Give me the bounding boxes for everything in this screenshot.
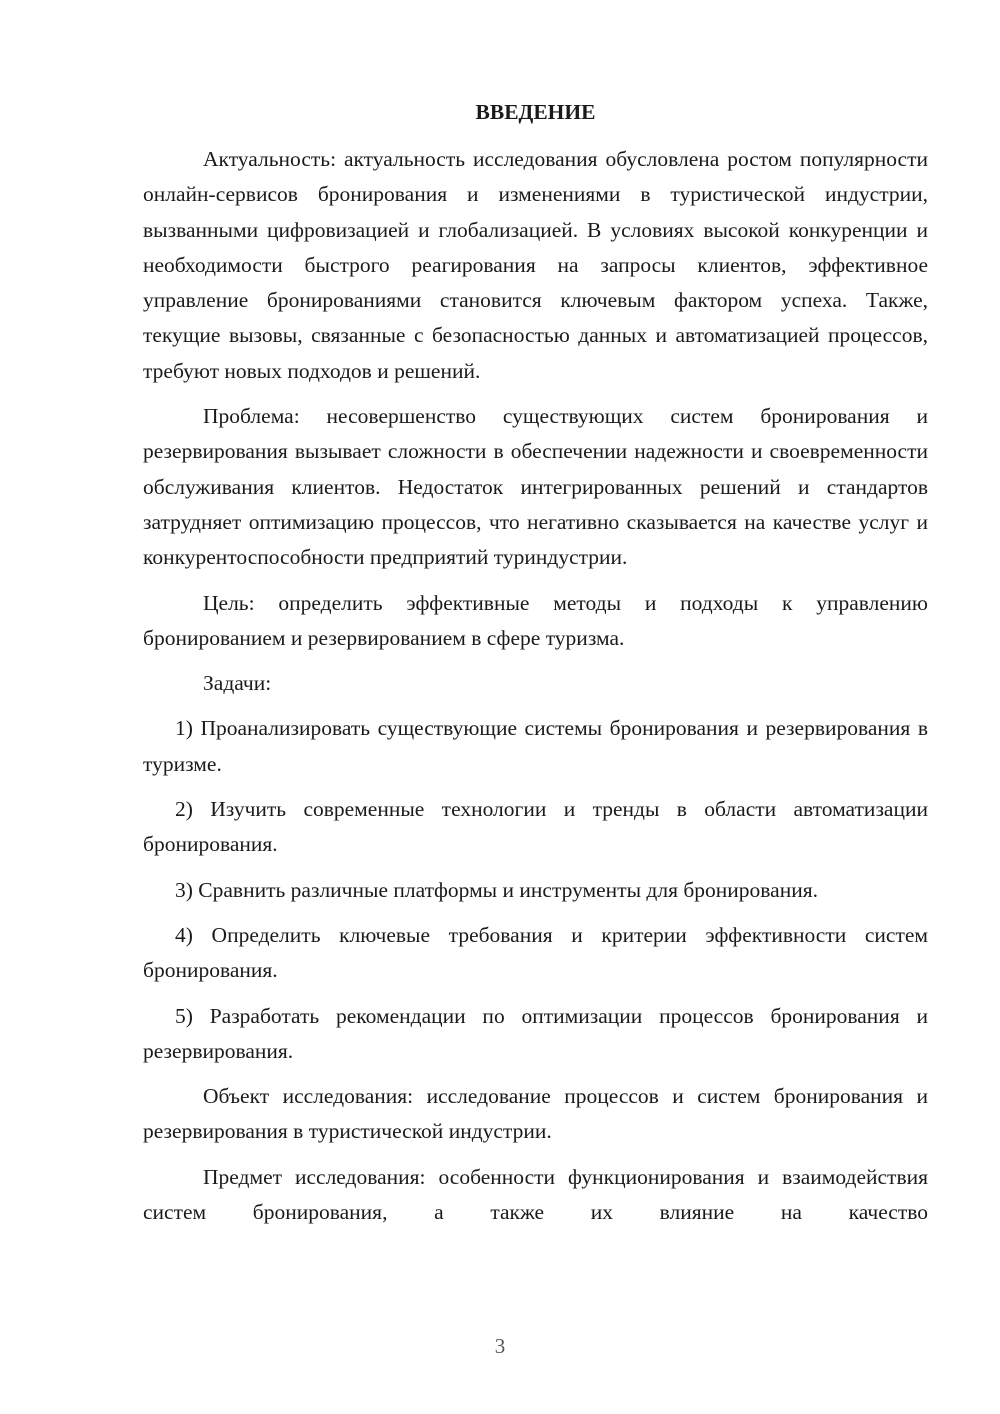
task-item-4: 4) Определить ключевые требования и критерии эффективности систем бронирования. bbox=[143, 922, 928, 983]
section-title: ВВЕДЕНИЕ bbox=[475, 100, 596, 124]
task-item-2: 2) Изучить современные технологии и тренды в области автоматизации бронирования. bbox=[143, 797, 928, 857]
task-item-1: 1) Проанализировать существующие системы бронирования и резервирования в туризме. bbox=[143, 716, 928, 776]
paragraph-problem: Проблема: несовершенство существующих систем бронирования и резервирования вызывает сложности в обеспечении надежности и своевременности обслуживания клиентов. Недостаток интегрированных решений и стандартов затрудняет оптимизацию процессов, что негативно сказывается на качестве услуг и конкурентоспособности предприятий туриндустрии. bbox=[143, 404, 928, 570]
task-item-3: 3) Сравнить различные платформы и инструменты для бронирования. bbox=[175, 877, 818, 902]
paragraph-goal: Цель: определить эффективные методы и подходы к управлению бронированием и резервированием в сфере туризма. bbox=[143, 590, 928, 650]
paragraph-object: Объект исследования: исследование процессов и систем бронирования и резервирования в туристической индустрии. bbox=[143, 1084, 928, 1144]
page-number: 3 bbox=[494, 1334, 506, 1358]
paragraph-tasks-heading: Задачи: bbox=[203, 671, 272, 696]
paragraph-relevance: Актуальность: актуальность исследования обусловлена ростом популярности онлайн-сервисов бронирования и изменениями в туристической индустрии, вызванными цифровизацией и глобализацией. В условиях высокой конкуренции и необходимости быстрого реагирования на запросы клиентов, эффективное управление бронированиями становится ключевым фактором успеха. Также, текущие вызовы, связанные с безопасностью данных и автоматизацией процессов, требуют новых подходов и решений. bbox=[143, 147, 928, 383]
paragraph-subject: Предмет исследования: особенности функционирования и взаимодействия систем бронирования, а также их влияние на качество bbox=[143, 1164, 928, 1225]
task-item-5: 5) Разработать рекомендации по оптимизации процессов бронирования и резервирования. bbox=[143, 1003, 928, 1063]
document-page bbox=[143, 95, 928, 1230]
